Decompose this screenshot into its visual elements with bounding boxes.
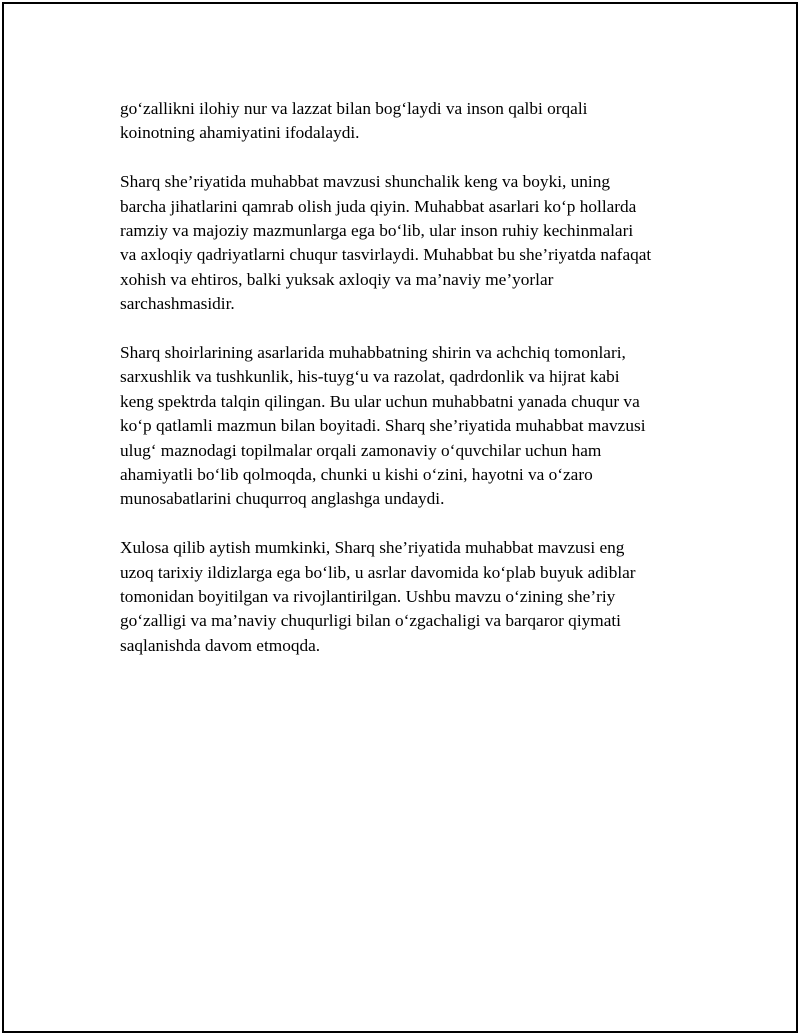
text-line: keng spektrda talqin qilingan. Bu ular uchun muhabbatni yanada chuqur va [120, 391, 640, 411]
paragraph-3 [120, 341, 700, 512]
text-line: sarxushlik va tushkunlik, his-tuyg‘u va razolat, qadrdonlik va hijrat kabi [120, 367, 620, 387]
text-line: ko‘p qatlamli mazmun bilan boyitadi. Sharq she’riyatida muhabbat mavzusi [120, 416, 646, 436]
text-line: barcha jihatlarini qamrab olish juda qiyin. Muhabbat asarlari ko‘p hollarda [120, 196, 637, 216]
text-line: Xulosa qilib aytish mumkinki, Sharq she’riyatida muhabbat mavzusi eng [120, 538, 625, 558]
text-line: Sharq she’riyatida muhabbat mavzusi shunchalik keng va boyki, uning [120, 172, 611, 192]
text-line: va axloqiy qadriyatlarni chuqur tasvirlaydi. Muhabbat bu she’riyatda nafaqat [120, 245, 652, 265]
text-line: go‘zalligi va ma’naviy chuqurligi bilan o‘zgachaligi va barqaror qiymati [120, 611, 621, 631]
text-line: go‘zallikni ilohiy nur va lazzat bilan bog‘laydi va inson qalbi orqali [120, 99, 588, 118]
text-line: ramziy va majoziy mazmunlarga ega bo‘lib, ular inson ruhiy kechinmalari [120, 221, 634, 241]
paragraph-4 [120, 536, 700, 658]
text-line: koinotning ahamiyatini ifodalaydi. [120, 123, 360, 143]
text-line: ahamiyatli bo‘lib qolmoqda, chunki u kishi o‘zini, hayotni va o‘zaro [120, 465, 593, 485]
document-body [120, 97, 700, 683]
text-line: saqlanishda davom etmoqda. [120, 635, 321, 655]
text-line: munosabatlarini chuqurroq anglashga undaydi. [120, 489, 445, 509]
text-line: Sharq shoirlarining asarlarida muhabbatning shirin va achchiq tomonlari, [120, 343, 626, 363]
page-frame [2, 2, 798, 1033]
text-line: uzoq tarixiy ildizlarga ega bo‘lib, u asrlar davomida ko‘plab buyuk adiblar [120, 562, 636, 582]
text-line: tomonidan boyitilgan va rivojlantirilgan. Ushbu mavzu o‘zining she’riy [120, 587, 616, 607]
paragraph-1 [120, 97, 700, 146]
paragraph-2 [120, 170, 700, 316]
text-line: ulug‘ maznodagi topilmalar orqali zamonaviy o‘quvchilar uchun ham [120, 440, 602, 460]
text-line: sarchashmasidir. [120, 294, 235, 314]
text-line: xohish va ehtiros, balki yuksak axloqiy va ma’naviy me’yorlar [120, 269, 554, 289]
